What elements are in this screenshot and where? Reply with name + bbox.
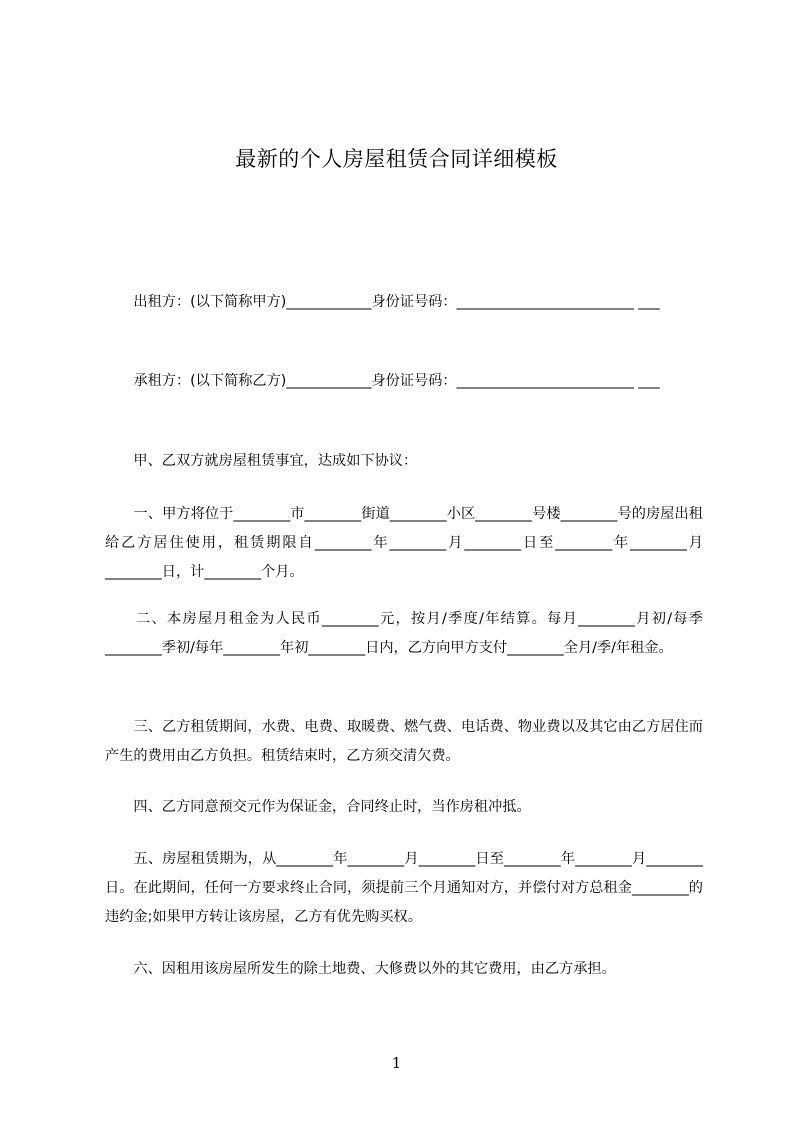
paragraph-lessor: 出租方：(以下简称甲方)____________身份证号码：_________________________ ___ [105,294,660,310]
paragraph-clause-6: 六、因租用该房屋所发生的除土地费、大修费以外的其它费用，由乙方承担。 [105,961,616,977]
document-title: 最新的个人房屋租赁合同详细模板 [235,147,558,171]
paragraph-clause-2: 二、本房屋月租金为人民币________元，按月/季度/年结算。每月________月初/每季________季初/每年________年初________日内，乙方向甲方支付________全月/季/年租金。 [105,611,703,656]
paragraph-lessee: 承租方：(以下简称乙方)____________身份证号码：_________________________ ___ [105,373,660,389]
paragraph-clause-3: 三、乙方租赁期间，水费、电费、取暖费、燃气费、电话费、物业费以及其它由乙方居住而产生的费用由乙方负担。租赁结束时，乙方须交清欠费。 [105,719,703,764]
page-number: 1 [391,1054,402,1072]
paragraph-agreement-intro: 甲、乙双方就房屋租赁事宜，达成如下协议： [105,453,418,469]
paragraph-clause-1: 一、甲方将位于________市________街道________小区________号楼________号的房屋出租给乙方居住使用，租赁期限自________年________月________日至________年________月________日，计________个月。 [105,506,703,580]
paragraph-clause-5: 五、房屋租赁期为，从________年________月________日至________年________月________日。在此期间，任何一方要求终止合同，须提前三个月通知对方，并偿付对方总租金________的违约金;如果甲方转让该房屋，乙方有优先购买权。 [105,851,703,925]
paragraph-clause-4: 四、乙方同意预交元作为保证金，合同终止时，当作房租冲抵。 [105,799,531,815]
